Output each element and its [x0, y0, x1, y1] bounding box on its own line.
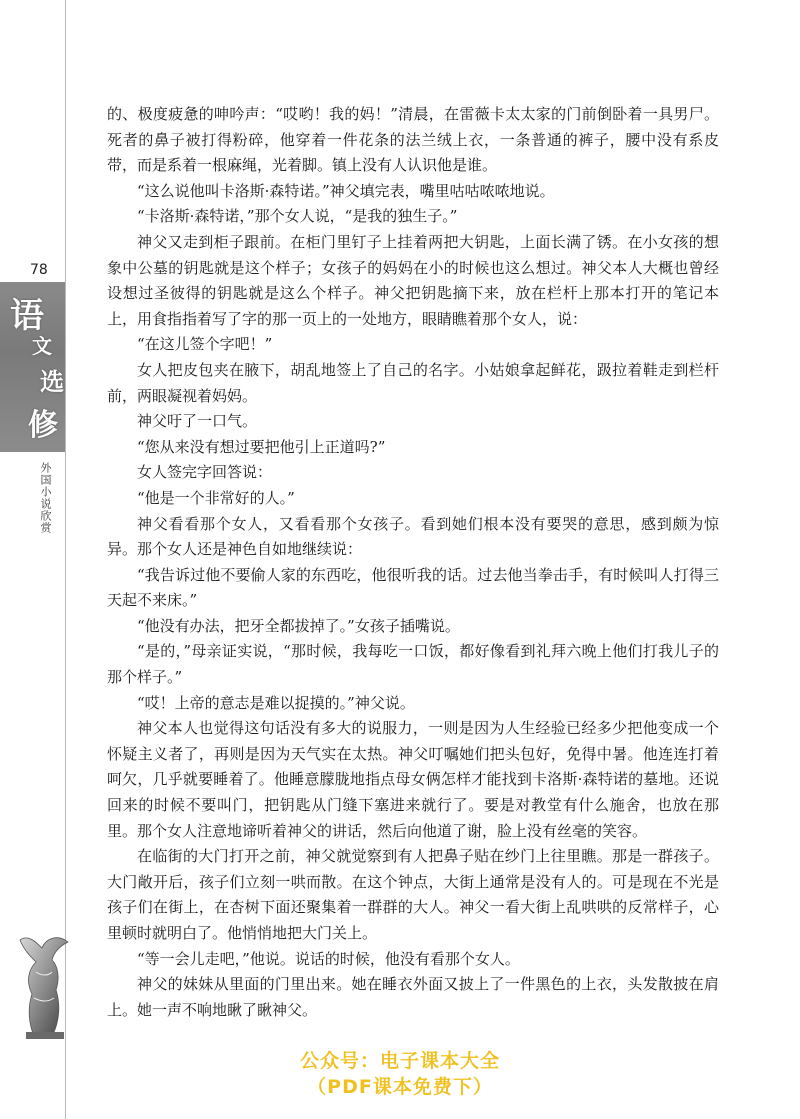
side-title-tab: [0, 282, 65, 452]
page-number: 78: [30, 262, 48, 278]
footer-watermark-line2: （PDF课本免费下）: [307, 1076, 493, 1098]
paragraph: 在临街的大门打开之前，神父就觉察到有人把鼻子贴在纱门上往里瞧。那是一群孩子。大门敞开后，孩子们立刻一哄而散。在这个钟点，大街上通常是没有人的。可是现在不光是孩子们在街上，在杏树下面还聚集着一群群的大人。神父一看大街上乱哄哄的反常样子，心里顿时就明白了。他悄悄地把大门关上。: [107, 847, 719, 942]
paragraph: “我告诉过他不要偷人家的东西吃，他很听我的话。过去他当拳击手，有时候叫人打得三天起不来床。”: [107, 565, 719, 610]
paragraph: 女人签完字回答说：: [137, 463, 273, 482]
paragraph: 神父吁了一口气。: [137, 412, 258, 431]
paragraph: 女人把皮包夹在腋下，胡乱地签上了自己的名字。小姑娘拿起鲜花，趿拉着鞋走到栏杆前，两眼凝视着妈妈。: [107, 360, 719, 405]
paragraph: “他没有办法，把牙全都拔掉了。”女孩子插嘴说。: [137, 616, 460, 635]
paragraph: “是的，”母亲证实说，“那时候，我每吃一口饭，都好像看到礼拜六晚上他们打我儿子的那个样子。”: [107, 642, 719, 687]
series-label: 外国小说欣赏: [39, 462, 52, 534]
paragraph: “在这儿签个字吧！”: [137, 335, 273, 354]
side-title-char: 修: [28, 408, 58, 443]
paragraph: “您从来没有想过要把他引上正道吗?”: [137, 437, 386, 456]
paragraph: 神父看看那个女人，又看看那个女孩子。看到她们根本没有要哭的意思，感到颇为惊异。那个女人还是神色自如地继续说：: [107, 514, 719, 559]
paragraph: “卡洛斯·森特诺，”那个女人说，“是我的独生子。”: [137, 207, 458, 226]
body-text: [107, 102, 719, 1023]
side-title-char: 文: [32, 334, 52, 358]
paragraph: 神父又走到柜子跟前。在柜门里钉子上挂着两把大钥匙，上面长满了锈。在小女孩的想象中公墓的钥匙就是这个样子；女孩子的妈妈在小的时候也这么想过。神父本人大概也曾经设想过圣彼得的钥匙就是这么个样子。神父把钥匙摘下来，放在栏杆上那本打开的笔记本上，用食指指着写了字的那一页上的一处地方，眼睛瞧着那个女人，说：: [107, 232, 719, 328]
paragraph: “等一会儿走吧，”他说。说话的时候，他没有看那个女人。: [137, 949, 520, 968]
paragraph: “这么说他叫卡洛斯·森特诺。”神父填完表，嘴里咕咕哝哝地说。: [137, 181, 555, 200]
paragraph: “哎！上帝的意志是难以捉摸的。”神父说。: [137, 693, 415, 712]
side-title-char: 选: [40, 367, 64, 396]
side-title-char: 语: [10, 296, 44, 336]
footer-watermark-line1: 公众号：电子课本大全: [299, 1050, 500, 1072]
paragraph: 神父的妹妹从里面的门里出来。她在睡衣外面又披上了一件黑色的上衣，头发散披在肩上。她一声不响地瞅了瞅神父。: [107, 975, 719, 1019]
paragraph: 神父本人也觉得这句话没有多大的说服力，一则是因为人生经验已经多少把他变成一个怀疑主义者了，再则是因为天气实在太热。神父叮嘱她们把头包好，免得中暑。他连连打着呵欠，几乎就要睡着了。他睡意朦胧地指点母女俩怎样才能找到卡洛斯·森特诺的墓地。还说回来的时候不要叫门，把钥匙从门缝下塞进来就行了。要是对教堂有什么施舍，也放在那里。那个女人注意地谛听着神父的讲话，然后向他道了谢，脸上没有丝毫的笑容。: [107, 719, 719, 840]
paragraph: 的、极度疲惫的呻吟声：“哎哟！我的妈！”清晨，在雷薇卡太太家的门前倒卧着一具男尸。死者的鼻子被打得粉碎，他穿着一件花条的法兰绒上衣，一条普通的裤子，腰中没有系皮带，而是系着一根麻绳，光着脚。镇上没有人认识他是谁。: [107, 105, 719, 175]
paragraph: “他是一个非常好的人。”: [137, 488, 295, 507]
statue-decoration-icon: [16, 932, 72, 1040]
